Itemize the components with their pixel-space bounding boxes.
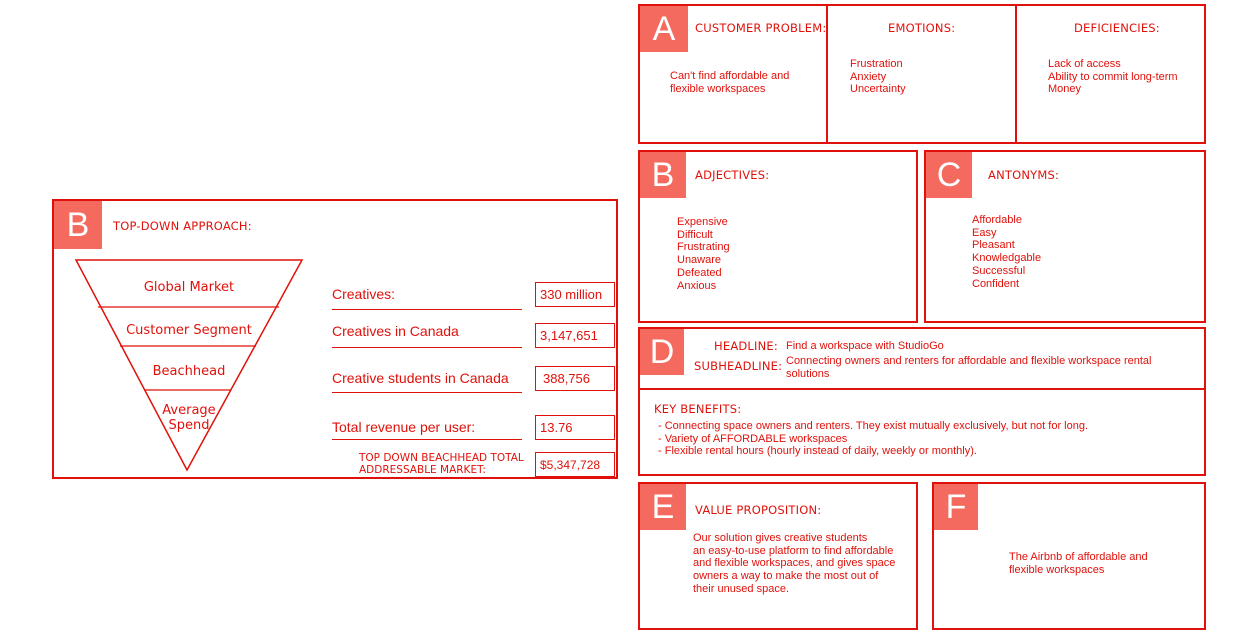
antonym-item: Knowledgable: [972, 252, 1042, 265]
deficiency-item: Ability to commit long-term: [1048, 70, 1178, 83]
value-proposition-text: [693, 532, 895, 596]
value-proposition-line: an easy-to-use platform to find affordable: [693, 544, 894, 557]
badge-letter: A: [652, 9, 676, 48]
panel-badge-a: [640, 6, 688, 52]
subheadline-label: SUBHEADLINE:: [694, 359, 783, 373]
value-proposition-title: VALUE PROPOSITION:: [695, 503, 822, 517]
top-down-panel: [52, 199, 618, 479]
metric-underline-4: [332, 439, 522, 440]
adjective-item: Expensive: [677, 216, 728, 228]
key-benefits-title: KEY BENEFITS:: [654, 402, 742, 416]
emotion-item: Frustration: [850, 58, 903, 70]
panel-c-antonyms: [924, 150, 1206, 323]
value-proposition-line: their unused space.: [693, 582, 790, 595]
total-market-label-line2: ADDRESSABLE MARKET:: [359, 464, 486, 476]
customer-problem-line: flexible workspaces: [670, 82, 766, 95]
badge-letter: F: [945, 487, 967, 526]
metric-label-revenue-per-user: Total revenue per user:: [332, 419, 476, 435]
panel-badge-b2: [640, 152, 686, 198]
adjective-item: Defeated: [677, 266, 722, 279]
antonym-item: Confident: [972, 277, 1020, 290]
panel-badge-b: [54, 201, 102, 249]
customer-problem-title: CUSTOMER PROBLEM:: [695, 21, 827, 35]
funnel-average-spend-text: Average Spend: [162, 403, 216, 433]
panel-f-line: flexible workspaces: [1009, 563, 1105, 576]
deficiencies-title: DEFICIENCIES:: [1074, 21, 1160, 35]
panel-d: [638, 327, 1206, 476]
emotions-title: EMOTIONS:: [888, 21, 956, 35]
subheadline-text: [786, 355, 1151, 380]
headline-text: Find a workspace with StudioGo: [786, 340, 944, 352]
antonym-item: Affordable: [972, 214, 1022, 226]
deficiency-item: Money: [1048, 83, 1082, 96]
adjective-item: Anxious: [677, 279, 717, 292]
badge-letter: B: [66, 205, 90, 244]
deficiencies-list: [1048, 58, 1178, 96]
value-proposition-line: and flexible workspaces, and gives space: [693, 557, 896, 570]
metric-label-students-canada: Creative students in Canada: [332, 370, 509, 386]
metric-label-creatives: Creatives:: [332, 286, 396, 302]
metric-label-creatives-canada: Creatives in Canada: [332, 323, 459, 339]
adjectives-list: [677, 216, 730, 292]
panel-f-line: The Airbnb of affordable and: [1009, 551, 1148, 563]
deficiency-item: Lack of access: [1048, 58, 1121, 70]
adjective-item: Frustrating: [677, 241, 730, 254]
funnel-customer-segment: Customer Segment: [126, 323, 252, 338]
emotion-item: Anxiety: [850, 70, 887, 83]
metric-value-creatives-canada: 3,147,651: [535, 323, 615, 348]
badge-letter: E: [651, 487, 675, 526]
panel-badge-c: [926, 152, 972, 198]
total-market-label-line1: TOP DOWN BEACHHEAD TOTAL: [359, 452, 524, 464]
benefit-item: - Flexible rental hours (hourly instead of daily, weekly or monthly).: [658, 445, 977, 458]
metric-underline-3: [332, 392, 522, 393]
panel-e-value-proposition: [638, 482, 918, 630]
headline-label: HEADLINE:: [714, 339, 778, 353]
panel-f: [932, 482, 1206, 630]
subheadline-line: solutions: [786, 367, 830, 380]
benefit-item: - Variety of AFFORDABLE workspaces: [658, 432, 848, 445]
metric-value-creatives: 330 million: [535, 282, 615, 307]
antonym-item: Easy: [972, 226, 997, 239]
value-proposition-line: Our solution gives creative students: [693, 532, 868, 544]
subheadline-line: Connecting owners and renters for affordable and flexible workspace rental: [786, 355, 1152, 367]
panel-a: [638, 4, 1206, 144]
metric-underline-2: [332, 347, 522, 348]
panel-badge-d: [640, 329, 684, 375]
panel-a-divider-2: [1015, 6, 1017, 142]
panel-b-adjectives: [638, 150, 918, 323]
top-down-title: TOP-DOWN APPROACH:: [113, 219, 252, 233]
metric-value-revenue-per-user: 13.76: [535, 415, 615, 440]
metric-value-students-canada: 388,756: [535, 366, 615, 391]
adjective-item: Unaware: [677, 254, 722, 267]
antonym-item: Successful: [972, 264, 1026, 277]
adjectives-title: ADJECTIVES:: [695, 168, 770, 182]
funnel-global-market: Global Market: [143, 280, 235, 295]
total-market-label: [359, 452, 524, 476]
value-proposition-line: owners a way to make the most out of: [693, 570, 879, 583]
badge-letter: B: [651, 155, 675, 194]
total-market-value: $5,347,728: [535, 452, 615, 477]
funnel-beachhead: Beachhead: [152, 364, 226, 379]
antonyms-title: ANTONYMS:: [988, 168, 1060, 182]
panel-d-divider: [640, 388, 1204, 390]
funnel-average-spend: [149, 403, 229, 433]
metric-underline-1: [332, 309, 522, 310]
panel-badge-e: [640, 484, 686, 530]
customer-problem-text: [670, 70, 789, 95]
emotions-list: [850, 58, 906, 96]
panel-f-text: [1009, 551, 1148, 576]
antonyms-list: [972, 214, 1041, 290]
panel-badge-f: [934, 484, 978, 530]
benefit-item: - Connecting space owners and renters. They exist mutually exclusively, but not for long.: [658, 420, 1089, 432]
badge-letter: C: [936, 155, 962, 194]
customer-problem-line: Can't find affordable and: [670, 70, 790, 82]
emotion-item: Uncertainty: [850, 83, 906, 96]
badge-letter: D: [649, 332, 675, 371]
adjective-item: Difficult: [677, 228, 713, 241]
key-benefits-list: [658, 420, 1088, 458]
antonym-item: Pleasant: [972, 239, 1015, 252]
